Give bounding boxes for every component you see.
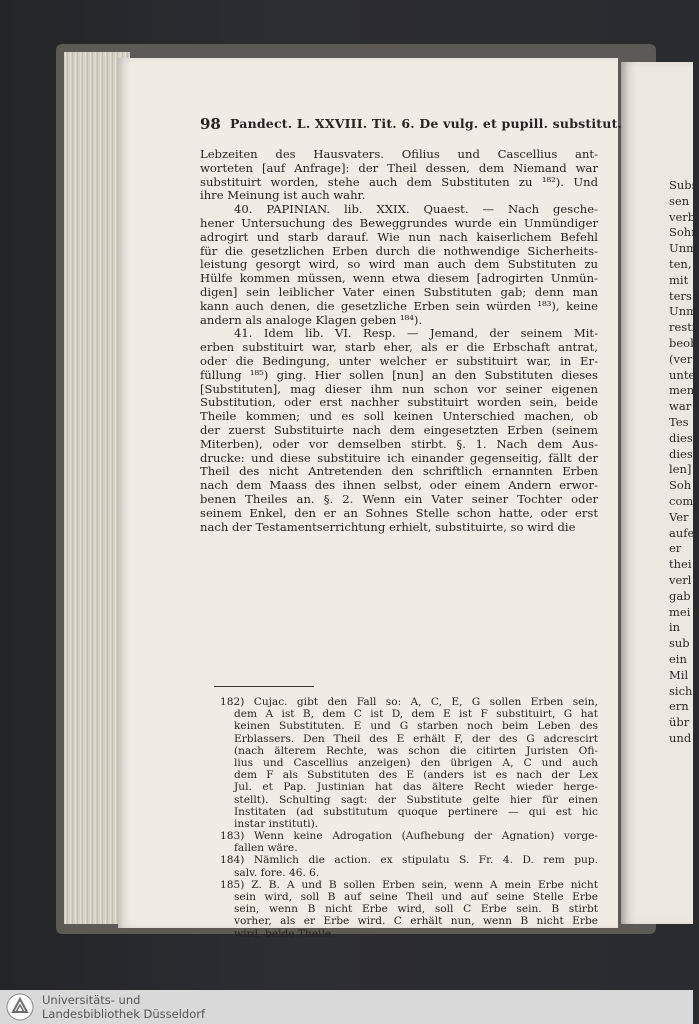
right-page-fragment: aufe (669, 525, 695, 540)
text-line: Theil des nicht Antretenden den schriftlich ernannten Erben (200, 464, 598, 479)
footnote-line: (nach älterem Rechte, was schon die citirten Juristen Ofi- (234, 744, 598, 757)
text-line: Hülfe kommen müssen, wenn etwa diesem [adrogirten Unmün- (200, 271, 598, 286)
footnote-line: Jul. et Pap. Justinian hat das ältere Recht wieder herge- (234, 781, 598, 794)
text-line: worteten [auf Anfrage]: der Theil dessen, dem Niemand war (200, 160, 598, 175)
running-header (200, 112, 623, 136)
page-number: 98 (200, 115, 221, 133)
text-line: hener Untersuchung des Beweggrundes wurde ein Unmündiger (200, 215, 598, 230)
footnote-line: keinen Substituten. E und G starben noch beim Leben des (234, 720, 598, 733)
right-page-fragment: Sohn (669, 225, 699, 240)
footnote-line: Institaten (ad substitutum quoque pertinere — qui est hic (234, 805, 598, 818)
text-line: Theile kommen; und es soll keinen Unterschied machen, ob (200, 409, 598, 424)
right-page-fragment: Ver (669, 509, 689, 524)
footnote-line: 183) Wenn keine Adrogation (Aufhebung der Agnation) vorge- (220, 830, 598, 843)
right-page-fragment: resti (669, 320, 696, 335)
footnote-line: 182) Cujac. gibt den Fall so: A, C, E, G sollen Erben sein, (220, 696, 598, 708)
right-page-fragment: in (669, 620, 681, 635)
footnote-line: wird, beide Theile. (234, 927, 335, 940)
right-page-fragment: Unm (669, 304, 698, 319)
library-name (42, 993, 205, 1021)
running-head: Pandect. L. XXVIII. Tit. 6. De vulg. et pupill. substitut. (230, 116, 623, 131)
footnote-line: instar instituti). (234, 817, 319, 830)
library-footer (0, 990, 693, 1024)
text-line: [Substituten], mag dieser ihm nun schon vor seiner eigenen (200, 381, 598, 396)
right-page-fragment: ein (669, 651, 687, 666)
text-line: Lebzeiten des Hausvaters. Ofilius und Cascellius ant- (200, 147, 598, 161)
text-line: andern als analoge Klagen geben ¹⁸⁴). (200, 312, 423, 327)
footnote-line: vorher, als er Erbe wird. C erhält nun, wenn B nicht Erbe (234, 915, 598, 928)
footnote-line: lius und Cascellius anzeigen) den übrigen A, C und auch (234, 756, 598, 769)
text-line: Substitution, oder erst nachher substituirt worden sein, beide (200, 395, 598, 410)
footnote-line: dem A ist B, dem C ist D, dem E ist F substituirt, G hat (234, 708, 598, 721)
right-page-fragment: unte (669, 367, 696, 382)
footnotes (220, 696, 598, 940)
footnote-line: 184) Nämlich die action. ex stipulatu S. Fr. 4. D. rem pup. (220, 854, 598, 867)
text-line: ihre Meinung ist auch wahr. (200, 188, 366, 203)
right-page-fragment: ern (669, 699, 689, 714)
text-line: oder die Bedingung, unter welcher er substituirt war, in Er- (200, 353, 598, 368)
text-line: drucke: und diese substituire ich einander gegenseitig, fällt der (200, 450, 598, 465)
text-line: adrogirt und starb darauf. Wie nun nach kaiserlichem Befehl (200, 229, 598, 244)
right-page-fragment: sen (669, 193, 690, 208)
right-page-fragment: war (669, 399, 692, 414)
footnote-rule (214, 686, 314, 687)
right-page-fragment: ters (669, 288, 692, 303)
text-line: Miterben), oder vor demselben stirbt. §. 1. Nach dem Aus- (200, 436, 598, 451)
text-line: nach der Testamentserrichtung erhielt, substituirte, so wird die (200, 519, 576, 534)
right-page-fragment: com (669, 493, 694, 508)
footnote-line: sein wird, soll B auf seine Theil und auf seine Stelle Erbe (234, 891, 598, 903)
library-logo-icon (6, 993, 34, 1021)
footnote-line: 185) Z. B. A und B sollen Erben sein, wenn A mein Erbe nicht (220, 878, 598, 891)
text-line: 40. PAPINIAN. lib. XXIX. Quaest. — Nach gesche- (234, 202, 598, 217)
footnote-line: dem F als Substituten des E (anders ist es nach der Lex (234, 769, 598, 782)
text-line: seinem Enkel, den er an Sohnes Stelle schon hatte, oder erst (200, 505, 598, 520)
right-page-fragment: Subs (669, 178, 698, 192)
text-line: erben substituirt war, starb eher, als er die Erbschaft antrat, (200, 340, 598, 355)
right-page-fragment: verb (669, 209, 696, 224)
library-name-line-1: Universitäts- und (42, 993, 141, 1007)
right-page-fragment: gab (669, 588, 691, 603)
text-line: für die gesetzlichen Erben durch die nothwendige Sicherheits- (200, 243, 598, 258)
right-page-fragment: Mil (669, 667, 689, 682)
right-page-fragment: sich (669, 683, 693, 698)
right-page-fragment: Unm (669, 241, 698, 256)
right-page-fragment: übr (669, 715, 690, 730)
right-page-fragment: beob (669, 335, 698, 350)
text-line: substituirt worden, stehe auch dem Substituten zu ¹⁸²). Und (200, 174, 598, 189)
library-name-line-2: Landesbibliothek Düsseldorf (42, 1007, 206, 1021)
main-text (200, 148, 598, 534)
text-line: leistung gesorgt wird, so wird man auch dem Substituten zu (200, 257, 598, 272)
right-page (621, 62, 699, 924)
right-page-fragment: thei (669, 557, 692, 572)
footnote-line: salv. fore. 46. 6. (234, 866, 320, 879)
text-line: kann auch denen, die gesetzliche Erben sein würden ¹⁸³), keine (200, 298, 598, 313)
right-page-fragment: (ver (669, 351, 693, 366)
right-page-fragment: mei (669, 604, 691, 619)
footnote-line: sein, wenn B nicht Erbe wird, soll C Erbe sein. B stirbt (234, 903, 598, 916)
right-page-fragment: er (669, 541, 682, 556)
right-page-fragment: len] (669, 462, 692, 477)
footnote-line: stellt). Schulting sagt: der Substitute gelte hier für einen (234, 793, 598, 806)
right-page-fragment: ten, (669, 256, 692, 271)
text-line: 41. Idem lib. VI. Resp. — Jemand, der seinem Mit- (234, 326, 598, 341)
text-line: nach dem Maass des ihnen selbst, oder einem Andern erwor- (200, 478, 598, 493)
text-line: benen Theiles an. §. 2. Wenn ein Vater seiner Tochter oder (200, 491, 598, 506)
footnote-line: Erblassers. Den Theil des E erhält F, der des G adcrescirt (234, 732, 598, 745)
right-page-fragments (669, 178, 699, 747)
right-page-fragment: Soh (669, 478, 692, 493)
footnote-line: fallen wäre. (234, 842, 298, 855)
right-page-fragment: dies (669, 430, 693, 445)
right-page-fragment: dies (669, 446, 693, 461)
right-page-fragment: verl (669, 572, 692, 587)
right-page-fragment: mit (669, 272, 689, 287)
text-line: füllung ¹⁸⁵) ging. Hier sollen [nun] an den Substituten dieses (200, 367, 598, 382)
right-page-fragment: men (669, 383, 695, 398)
right-page-fragment: Tes (669, 414, 689, 429)
text-line: digen] sein leiblicher Vater einen Substituten gab; denn man (200, 284, 598, 299)
right-page-fragment: und (669, 730, 692, 745)
text-line: der zuerst Substituirte nach dem eingesetzten Erben (seinem (200, 422, 598, 437)
right-page-fragment: sub (669, 636, 690, 651)
